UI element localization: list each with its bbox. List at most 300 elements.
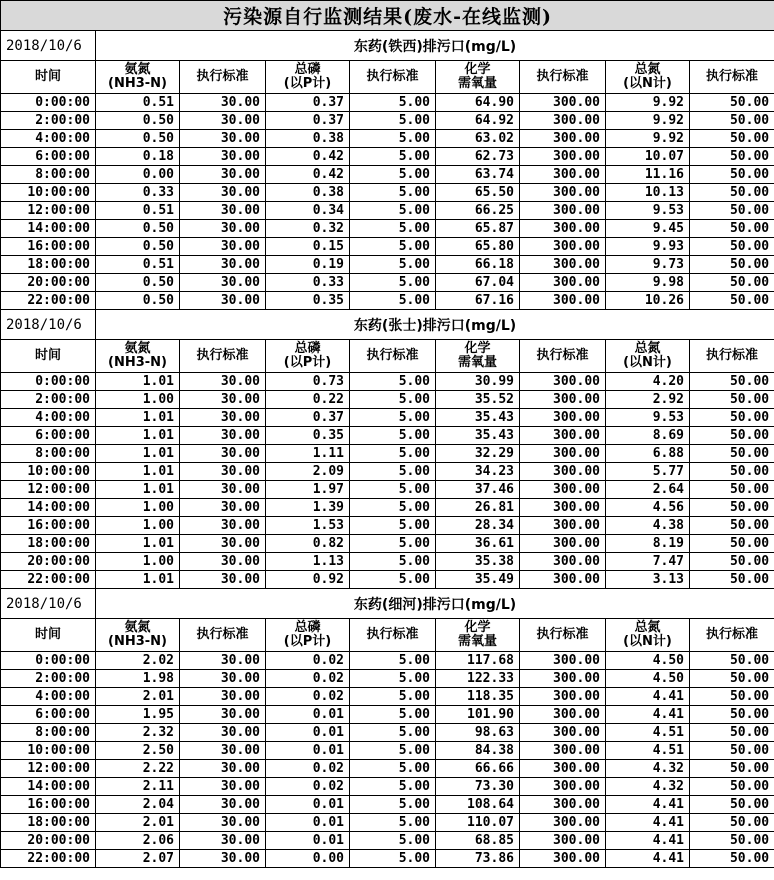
header-tp-standard: 执行标准 [350,61,436,94]
header-tn-standard: 执行标准 [690,619,774,652]
nh3-cell: 2.11 [96,778,180,796]
cod-cell: 98.63 [436,724,520,742]
cod-standard-cell: 300.00 [520,553,606,571]
nh3-cell: 0.50 [96,292,180,310]
tp-cell: 0.37 [266,94,350,112]
table-row [1,238,774,256]
time-cell: 4:00:00 [1,130,96,148]
cod-standard-cell: 300.00 [520,517,606,535]
table-row [1,274,774,292]
tp-standard-cell: 5.00 [350,184,436,202]
table-row [1,796,774,814]
section-header-row [1,31,774,61]
nh3-cell: 1.00 [96,391,180,409]
cod-cell: 65.80 [436,238,520,256]
cod-cell: 118.35 [436,688,520,706]
table-row [1,742,774,760]
cod-cell: 65.50 [436,184,520,202]
tn-standard-cell: 50.00 [690,373,774,391]
tp-cell: 0.01 [266,832,350,850]
cod-standard-cell: 300.00 [520,481,606,499]
time-cell: 0:00:00 [1,94,96,112]
time-cell: 2:00:00 [1,391,96,409]
tp-cell: 1.13 [266,553,350,571]
time-cell: 14:00:00 [1,220,96,238]
tn-cell: 4.50 [606,652,690,670]
tn-standard-cell: 50.00 [690,760,774,778]
tn-cell: 9.73 [606,256,690,274]
nh3-standard-cell: 30.00 [180,409,266,427]
tn-cell: 9.98 [606,274,690,292]
header-cod-standard: 执行标准 [520,619,606,652]
nh3-cell: 1.01 [96,445,180,463]
nh3-cell: 1.00 [96,553,180,571]
tp-cell: 0.01 [266,706,350,724]
tn-standard-cell: 50.00 [690,670,774,688]
nh3-cell: 0.50 [96,220,180,238]
tn-standard-cell: 50.00 [690,778,774,796]
tn-standard-cell: 50.00 [690,256,774,274]
tp-standard-cell: 5.00 [350,517,436,535]
table-row [1,688,774,706]
table-row [1,130,774,148]
nh3-standard-cell: 30.00 [180,292,266,310]
nh3-cell: 2.07 [96,850,180,868]
cod-standard-cell: 300.00 [520,94,606,112]
cod-standard-cell: 300.00 [520,184,606,202]
cod-cell: 28.34 [436,517,520,535]
header-tn-line2: (以N计) [623,355,672,370]
cod-cell: 101.90 [436,706,520,724]
tn-cell: 4.50 [606,670,690,688]
tn-standard-cell: 50.00 [690,796,774,814]
tn-cell: 4.41 [606,706,690,724]
time-cell: 20:00:00 [1,832,96,850]
cod-standard-cell: 300.00 [520,373,606,391]
header-nh3 [96,340,180,373]
section-title: 东药(张士)排污口(mg/L) [96,310,774,340]
cod-cell: 26.81 [436,499,520,517]
header-cod-line2: 需氧量 [457,355,497,370]
nh3-cell: 2.01 [96,688,180,706]
header-cod [436,340,520,373]
nh3-cell: 0.50 [96,238,180,256]
tn-standard-cell: 50.00 [690,517,774,535]
cod-standard-cell: 300.00 [520,238,606,256]
header-nh3-line2: (NH3-N) [108,634,167,649]
cod-standard-cell: 300.00 [520,652,606,670]
cod-cell: 108.64 [436,796,520,814]
nh3-standard-cell: 30.00 [180,832,266,850]
header-tn-line1: 总氮 [634,341,661,356]
nh3-cell: 1.00 [96,517,180,535]
nh3-standard-cell: 30.00 [180,481,266,499]
title-row [1,1,774,31]
tn-cell: 4.51 [606,742,690,760]
tp-cell: 0.01 [266,814,350,832]
page-title: 污染源自行监测结果(废水-在线监测) [1,1,774,31]
tn-standard-cell: 50.00 [690,238,774,256]
tn-standard-cell: 50.00 [690,130,774,148]
nh3-standard-cell: 30.00 [180,463,266,481]
cod-cell: 68.85 [436,832,520,850]
nh3-cell: 1.95 [96,706,180,724]
nh3-standard-cell: 30.00 [180,274,266,292]
tn-standard-cell: 50.00 [690,148,774,166]
time-cell: 0:00:00 [1,373,96,391]
nh3-standard-cell: 30.00 [180,373,266,391]
time-cell: 18:00:00 [1,814,96,832]
tn-cell: 2.92 [606,391,690,409]
tn-standard-cell: 50.00 [690,832,774,850]
time-cell: 22:00:00 [1,571,96,589]
tp-standard-cell: 5.00 [350,724,436,742]
tp-cell: 0.34 [266,202,350,220]
table-row [1,814,774,832]
table-row [1,670,774,688]
tn-cell: 8.19 [606,535,690,553]
tp-cell: 0.42 [266,148,350,166]
time-cell: 16:00:00 [1,517,96,535]
tp-standard-cell: 5.00 [350,274,436,292]
header-tp-standard: 执行标准 [350,619,436,652]
tp-cell: 0.35 [266,292,350,310]
cod-standard-cell: 300.00 [520,463,606,481]
cod-cell: 62.73 [436,148,520,166]
header-tn-line1: 总氮 [634,620,661,635]
nh3-standard-cell: 30.00 [180,445,266,463]
column-header-row [1,61,774,94]
header-cod [436,619,520,652]
nh3-standard-cell: 30.00 [180,391,266,409]
nh3-standard-cell: 30.00 [180,652,266,670]
nh3-standard-cell: 30.00 [180,796,266,814]
tn-cell: 4.56 [606,499,690,517]
tn-cell: 9.53 [606,202,690,220]
tn-cell: 4.41 [606,796,690,814]
cod-cell: 73.30 [436,778,520,796]
tp-cell: 0.38 [266,130,350,148]
tn-standard-cell: 50.00 [690,391,774,409]
tn-cell: 5.77 [606,463,690,481]
tp-standard-cell: 5.00 [350,409,436,427]
time-cell: 6:00:00 [1,148,96,166]
header-nh3-line1: 氨氮 [124,62,151,77]
table-row [1,499,774,517]
nh3-cell: 0.00 [96,166,180,184]
time-cell: 4:00:00 [1,409,96,427]
cod-standard-cell: 300.00 [520,742,606,760]
nh3-standard-cell: 30.00 [180,202,266,220]
cod-cell: 35.43 [436,409,520,427]
header-nh3-line1: 氨氮 [124,341,151,356]
tp-standard-cell: 5.00 [350,688,436,706]
nh3-cell: 0.51 [96,256,180,274]
table-row [1,445,774,463]
table-row [1,778,774,796]
tp-standard-cell: 5.00 [350,499,436,517]
tn-standard-cell: 50.00 [690,292,774,310]
tn-standard-cell: 50.00 [690,427,774,445]
tn-standard-cell: 50.00 [690,706,774,724]
tp-standard-cell: 5.00 [350,553,436,571]
tn-cell: 4.41 [606,814,690,832]
tn-standard-cell: 50.00 [690,535,774,553]
header-tp [266,340,350,373]
table-row [1,517,774,535]
tp-cell: 0.01 [266,742,350,760]
nh3-standard-cell: 30.00 [180,724,266,742]
tp-cell: 0.73 [266,373,350,391]
header-nh3 [96,61,180,94]
table-row [1,832,774,850]
header-tp-line2: (以P计) [283,76,332,91]
cod-cell: 35.49 [436,571,520,589]
section-date: 2018/10/6 [1,589,96,619]
section-title: 东药(细河)排污口(mg/L) [96,589,774,619]
nh3-cell: 0.51 [96,94,180,112]
nh3-cell: 1.01 [96,373,180,391]
nh3-cell: 0.33 [96,184,180,202]
tp-standard-cell: 5.00 [350,94,436,112]
nh3-standard-cell: 30.00 [180,220,266,238]
tn-standard-cell: 50.00 [690,166,774,184]
tp-standard-cell: 5.00 [350,706,436,724]
time-cell: 16:00:00 [1,796,96,814]
tn-standard-cell: 50.00 [690,742,774,760]
table-body [1,1,774,868]
time-cell: 0:00:00 [1,652,96,670]
tp-cell: 0.19 [266,256,350,274]
table-row [1,724,774,742]
tp-cell: 0.82 [266,535,350,553]
tp-standard-cell: 5.00 [350,220,436,238]
table-row [1,148,774,166]
time-cell: 18:00:00 [1,535,96,553]
tp-cell: 0.35 [266,427,350,445]
section-date: 2018/10/6 [1,310,96,340]
tn-standard-cell: 50.00 [690,724,774,742]
tn-cell: 10.07 [606,148,690,166]
table-row [1,256,774,274]
nh3-cell: 1.01 [96,535,180,553]
tn-standard-cell: 50.00 [690,202,774,220]
header-tn-line2: (以N计) [623,634,672,649]
cod-standard-cell: 300.00 [520,760,606,778]
header-nh3-standard: 执行标准 [180,61,266,94]
cod-standard-cell: 300.00 [520,166,606,184]
tn-cell: 10.26 [606,292,690,310]
header-tn [606,619,690,652]
column-header-row [1,340,774,373]
header-time: 时间 [1,340,96,373]
time-cell: 14:00:00 [1,778,96,796]
tp-standard-cell: 5.00 [350,391,436,409]
cod-standard-cell: 300.00 [520,535,606,553]
tn-cell: 4.32 [606,778,690,796]
table-row [1,760,774,778]
nh3-standard-cell: 30.00 [180,94,266,112]
header-cod-line1: 化学 [464,62,491,77]
header-cod [436,61,520,94]
nh3-standard-cell: 30.00 [180,499,266,517]
nh3-standard-cell: 30.00 [180,517,266,535]
nh3-standard-cell: 30.00 [180,535,266,553]
cod-standard-cell: 300.00 [520,814,606,832]
tp-standard-cell: 5.00 [350,778,436,796]
nh3-cell: 0.50 [96,274,180,292]
tp-standard-cell: 5.00 [350,256,436,274]
tn-standard-cell: 50.00 [690,652,774,670]
tp-cell: 0.15 [266,238,350,256]
nh3-cell: 1.00 [96,499,180,517]
nh3-standard-cell: 30.00 [180,571,266,589]
tp-cell: 0.00 [266,850,350,868]
nh3-standard-cell: 30.00 [180,553,266,571]
tp-cell: 1.53 [266,517,350,535]
tp-standard-cell: 5.00 [350,130,436,148]
cod-cell: 67.16 [436,292,520,310]
tn-cell: 4.41 [606,850,690,868]
nh3-cell: 1.98 [96,670,180,688]
header-tp-line1: 总磷 [294,620,321,635]
time-cell: 20:00:00 [1,553,96,571]
table-row [1,463,774,481]
header-tn-line1: 总氮 [634,62,661,77]
tn-standard-cell: 50.00 [690,814,774,832]
nh3-standard-cell: 30.00 [180,238,266,256]
cod-standard-cell: 300.00 [520,292,606,310]
header-tp [266,61,350,94]
table-row [1,535,774,553]
tp-cell: 0.22 [266,391,350,409]
tp-standard-cell: 5.00 [350,238,436,256]
nh3-cell: 2.06 [96,832,180,850]
tn-standard-cell: 50.00 [690,445,774,463]
nh3-standard-cell: 30.00 [180,670,266,688]
tn-cell: 9.92 [606,130,690,148]
header-nh3-standard: 执行标准 [180,619,266,652]
header-cod-line1: 化学 [464,341,491,356]
tp-cell: 2.09 [266,463,350,481]
tn-cell: 4.41 [606,832,690,850]
header-cod-standard: 执行标准 [520,340,606,373]
tp-standard-cell: 5.00 [350,481,436,499]
cod-standard-cell: 300.00 [520,130,606,148]
cod-standard-cell: 300.00 [520,220,606,238]
cod-standard-cell: 300.00 [520,256,606,274]
header-tn [606,61,690,94]
tn-standard-cell: 50.00 [690,571,774,589]
time-cell: 20:00:00 [1,274,96,292]
nh3-standard-cell: 30.00 [180,850,266,868]
tp-cell: 0.01 [266,796,350,814]
nh3-standard-cell: 30.00 [180,112,266,130]
nh3-standard-cell: 30.00 [180,742,266,760]
tp-cell: 1.39 [266,499,350,517]
tp-standard-cell: 5.00 [350,742,436,760]
nh3-cell: 1.01 [96,481,180,499]
tp-standard-cell: 5.00 [350,445,436,463]
tn-cell: 6.88 [606,445,690,463]
tn-cell: 3.13 [606,571,690,589]
nh3-cell: 2.04 [96,796,180,814]
tp-cell: 0.02 [266,778,350,796]
cod-standard-cell: 300.00 [520,409,606,427]
tp-cell: 0.32 [266,220,350,238]
tn-standard-cell: 50.00 [690,274,774,292]
table-row [1,292,774,310]
cod-cell: 67.04 [436,274,520,292]
tp-standard-cell: 5.00 [350,427,436,445]
cod-cell: 35.52 [436,391,520,409]
tp-standard-cell: 5.00 [350,148,436,166]
tn-cell: 11.16 [606,166,690,184]
tp-cell: 0.02 [266,670,350,688]
section-header-row [1,310,774,340]
tp-cell: 0.01 [266,724,350,742]
time-cell: 6:00:00 [1,427,96,445]
cod-standard-cell: 300.00 [520,499,606,517]
tp-standard-cell: 5.00 [350,373,436,391]
header-tn [606,340,690,373]
column-header-row [1,619,774,652]
header-tp-line1: 总磷 [294,62,321,77]
header-nh3-line1: 氨氮 [124,620,151,635]
tp-cell: 0.37 [266,409,350,427]
tp-cell: 0.02 [266,652,350,670]
cod-cell: 65.87 [436,220,520,238]
time-cell: 22:00:00 [1,850,96,868]
section-title: 东药(铁西)排污口(mg/L) [96,31,774,61]
time-cell: 12:00:00 [1,202,96,220]
cod-cell: 64.90 [436,94,520,112]
cod-standard-cell: 300.00 [520,670,606,688]
time-cell: 14:00:00 [1,499,96,517]
tp-cell: 0.37 [266,112,350,130]
time-cell: 22:00:00 [1,292,96,310]
tp-standard-cell: 5.00 [350,670,436,688]
cod-standard-cell: 300.00 [520,724,606,742]
table-row [1,553,774,571]
header-tn-standard: 执行标准 [690,340,774,373]
tn-standard-cell: 50.00 [690,553,774,571]
nh3-cell: 1.01 [96,463,180,481]
tp-standard-cell: 5.00 [350,166,436,184]
nh3-cell: 2.32 [96,724,180,742]
cod-standard-cell: 300.00 [520,832,606,850]
tn-standard-cell: 50.00 [690,850,774,868]
tn-cell: 4.20 [606,373,690,391]
tp-cell: 0.02 [266,688,350,706]
table-row [1,373,774,391]
cod-standard-cell: 300.00 [520,706,606,724]
cod-standard-cell: 300.00 [520,850,606,868]
time-cell: 8:00:00 [1,445,96,463]
cod-standard-cell: 300.00 [520,391,606,409]
cod-standard-cell: 300.00 [520,796,606,814]
header-cod-standard: 执行标准 [520,61,606,94]
table-row [1,94,774,112]
tp-cell: 1.97 [266,481,350,499]
cod-standard-cell: 300.00 [520,778,606,796]
tn-cell: 10.13 [606,184,690,202]
table-row [1,652,774,670]
tp-cell: 0.38 [266,184,350,202]
time-cell: 8:00:00 [1,166,96,184]
time-cell: 10:00:00 [1,742,96,760]
cod-cell: 66.25 [436,202,520,220]
